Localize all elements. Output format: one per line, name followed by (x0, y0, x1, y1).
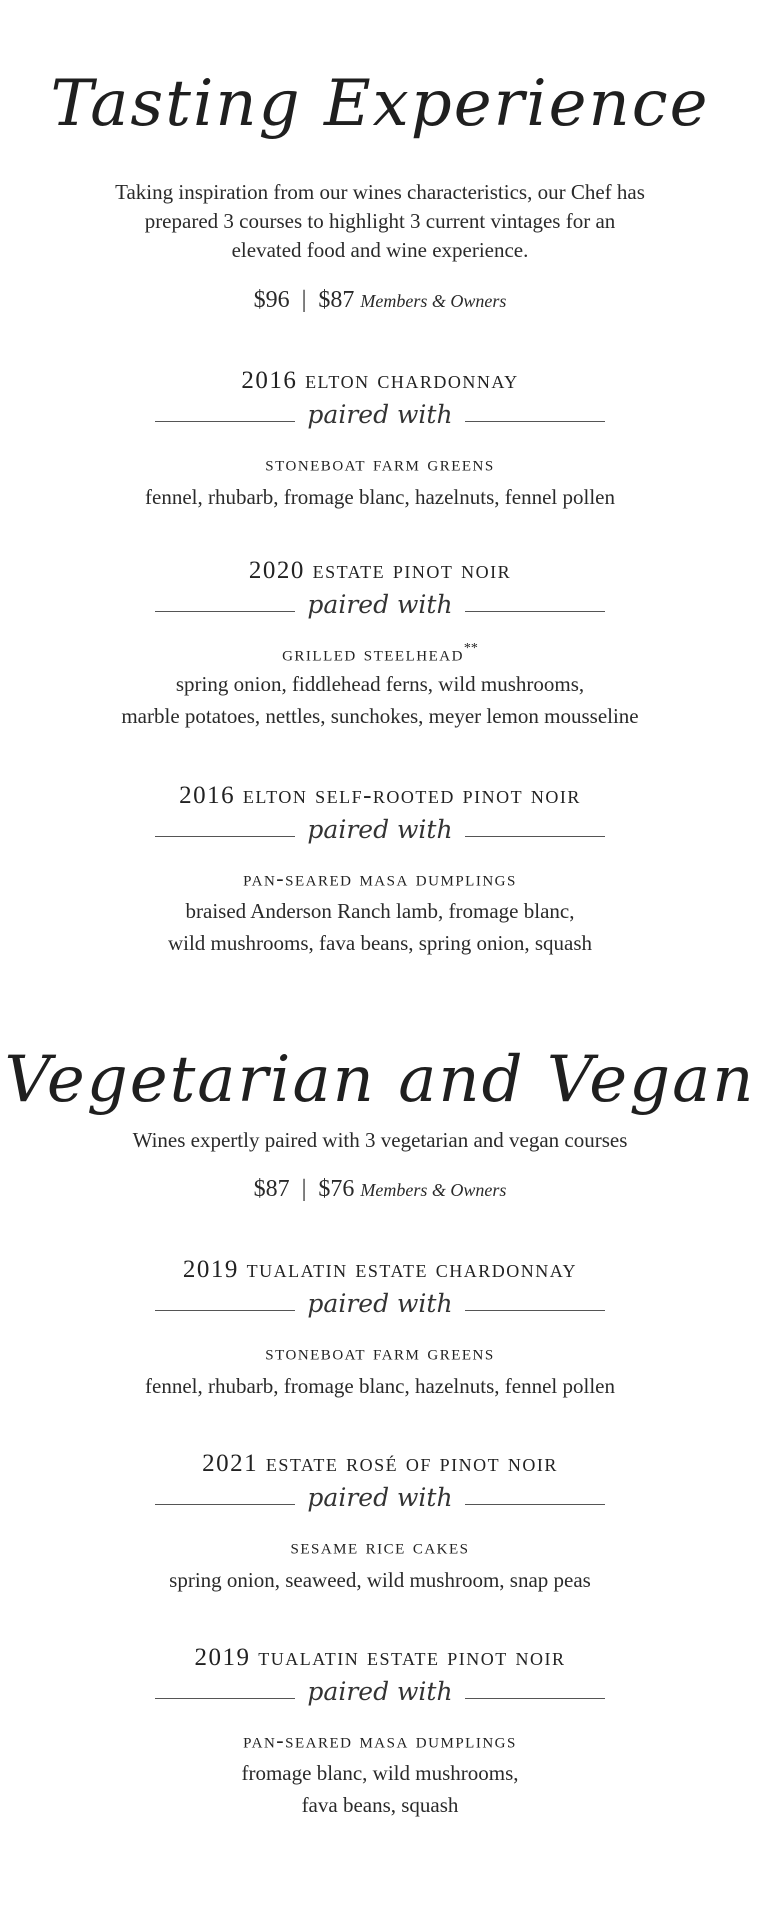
dish-name: sesame rice cakes (290, 1533, 470, 1559)
dish-description (40, 1757, 720, 1821)
desc-line: spring onion, fiddlehead ferns, wild mushrooms, (175, 672, 585, 696)
paired-with-label: paired with (307, 590, 453, 619)
dish-description (40, 895, 720, 959)
desc-line: fennel, rhubarb, fromage blanc, hazelnuts, fennel pollen (145, 485, 615, 509)
wine-name: 2021 estate rosé of pinot noir (202, 1450, 558, 1477)
vegetarian-price (0, 1177, 760, 1201)
paired-with-label: paired with (307, 400, 453, 429)
dish-name: pan-seared masa dumplings (243, 865, 517, 891)
paired-with-label: paired with (307, 1483, 453, 1512)
intro-line: Taking inspiration from our wines characteristics, our Chef has (115, 180, 645, 204)
paired-with-divider (155, 1483, 605, 1513)
desc-line: fava beans, squash (301, 1793, 459, 1817)
vegetarian-title: Vegetarian and Vegan (4, 1043, 756, 1117)
divider-rule (465, 1310, 605, 1311)
divider-rule (465, 611, 605, 612)
desc-line: marble potatoes, nettles, sunchokes, meyer lemon mousseline (121, 704, 639, 728)
price-value: $87 (253, 1176, 290, 1202)
tasting-price (0, 288, 760, 312)
paired-with-label: paired with (307, 1677, 453, 1706)
desc-line: braised Anderson Ranch lamb, fromage blanc, (185, 899, 575, 923)
dish-description (40, 668, 720, 732)
dish-name: pan-seared masa dumplings (243, 1727, 517, 1753)
member-price-value: $76 (318, 1176, 355, 1202)
tasting-title: Tasting Experience (50, 67, 710, 141)
desc-line: spring onion, seaweed, wild mushroom, snap peas (169, 1568, 591, 1592)
wine-name: 2016 elton self-rooted pinot noir (179, 782, 581, 809)
wine-name: 2019 tualatin estate pinot noir (194, 1644, 566, 1671)
intro-line: elevated food and wine experience. (231, 238, 529, 262)
members-label: Members & Owners (360, 1180, 507, 1200)
member-price-value: $87 (318, 287, 355, 313)
tasting-intro (60, 178, 700, 265)
price-divider: | (301, 1176, 307, 1202)
paired-with-label: paired with (307, 1289, 453, 1318)
dish-description (40, 1370, 720, 1402)
paired-with-divider (155, 1677, 605, 1707)
divider-rule (465, 421, 605, 422)
dish-name: grilled steelhead** (282, 640, 478, 666)
desc-line: fennel, rhubarb, fromage blanc, hazelnuts, fennel pollen (145, 1374, 615, 1398)
divider-rule (465, 836, 605, 837)
divider-rule (465, 1504, 605, 1505)
vegetarian-intro (60, 1126, 700, 1155)
intro-line: prepared 3 courses to highlight 3 current vintages for an (144, 209, 616, 233)
desc-line: fromage blanc, wild mushrooms, (241, 1761, 519, 1785)
wine-name: 2016 elton chardonnay (241, 367, 519, 394)
desc-line: wild mushrooms, fava beans, spring onion, squash (167, 931, 593, 955)
paired-with-divider (155, 400, 605, 430)
paired-with-divider (155, 590, 605, 620)
intro-line: Wines expertly paired with 3 vegetarian and vegan courses (132, 1128, 628, 1152)
paired-with-divider (155, 815, 605, 845)
divider-rule (465, 1698, 605, 1699)
dish-description (40, 1564, 720, 1596)
members-label: Members & Owners (360, 291, 507, 311)
wine-name: 2019 tualatin estate chardonnay (182, 1256, 578, 1283)
price-value: $96 (253, 287, 290, 313)
dish-description (40, 481, 720, 513)
wine-name: 2020 estate pinot noir (248, 557, 512, 584)
allergy-mark: ** (463, 641, 478, 656)
paired-with-divider (155, 1289, 605, 1319)
price-divider: | (301, 287, 307, 313)
dish-name: stoneboat farm greens (265, 450, 495, 476)
dish-name: stoneboat farm greens (265, 1339, 495, 1365)
paired-with-label: paired with (307, 815, 453, 844)
